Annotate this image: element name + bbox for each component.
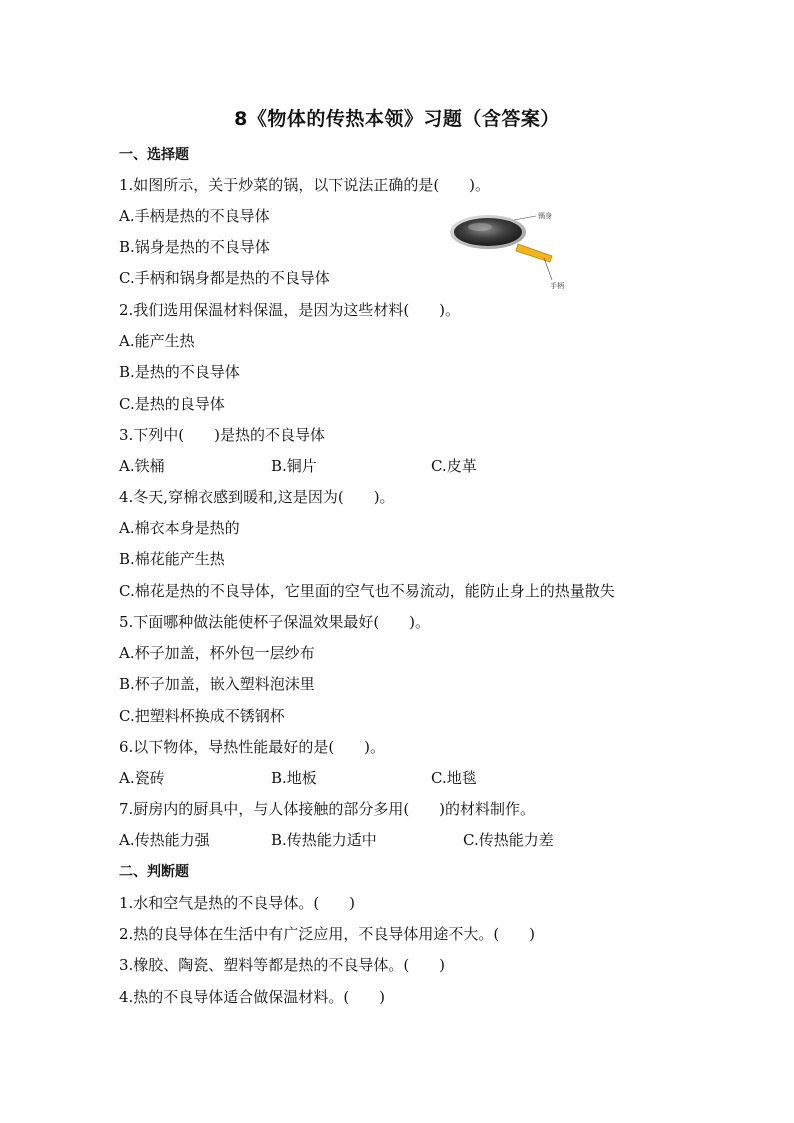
- question-1-option-b: B.锅身是热的不良导体: [119, 238, 270, 256]
- question-6-stem: 6.以下物体，导热性能最好的是( )。: [119, 738, 386, 756]
- question-7-option-a: A.传热能力强: [119, 831, 210, 849]
- judge-question-2: 2.热的良导体在生活中有广泛应用，不良导体用途不大。( ): [119, 925, 536, 943]
- question-3-option-a: A.铁桶: [119, 457, 165, 475]
- question-1-option-c: C.手柄和锅身都是热的不良导体: [119, 269, 330, 287]
- question-4-stem: 4.冬天,穿棉衣感到暖和,这是因为( )。: [119, 488, 395, 506]
- question-6-option-a: A.瓷砖: [119, 769, 165, 787]
- question-7-stem: 7.厨房内的厨具中，与人体接触的部分多用( )的材料制作。: [119, 800, 536, 818]
- question-3-stem: 3.下列中( )是热的不良导体: [119, 426, 326, 444]
- judge-question-4: 4.热的不良导体适合做保温材料。( ): [119, 988, 386, 1006]
- question-5-option-a: A.杯子加盖，杯外包一层纱布: [119, 644, 315, 662]
- question-2-stem: 2.我们选用保温材料保温，是因为这些材料( )。: [119, 301, 461, 319]
- question-7-option-b: B.传热能力适中: [271, 831, 377, 849]
- question-5-option-c: C.把塑料杯换成不锈钢杯: [119, 707, 285, 725]
- question-4-option-c: C.棉花是热的不良导体，它里面的空气也不易流动，能防止身上的热量散失: [119, 582, 615, 600]
- question-4-option-b: B.棉花能产生热: [119, 550, 225, 568]
- section-heading-choice: 一、选择题: [119, 147, 189, 163]
- wok-image: [448, 202, 578, 290]
- question-3-option-b: B.铜片: [271, 457, 317, 475]
- question-1-option-a: A.手柄是热的不良导体: [119, 207, 270, 225]
- question-5-option-b: B.杯子加盖，嵌入塑料泡沫里: [119, 675, 315, 693]
- question-2-option-c: C.是热的良导体: [119, 395, 225, 413]
- label-pan-handle: 手柄: [550, 282, 564, 290]
- question-6-option-c: C.地毯: [431, 769, 477, 787]
- question-6-option-b: B.地板: [271, 769, 317, 787]
- section-heading-judge: 二、判断题: [119, 864, 189, 880]
- question-7-option-c: C.传热能力差: [463, 831, 554, 849]
- judge-question-1: 1.水和空气是热的不良导体。( ): [119, 894, 356, 912]
- wok-figure: [448, 202, 578, 290]
- label-pan-body: 锅身: [538, 212, 552, 220]
- judge-question-3: 3.橡胶、陶瓷、塑料等都是热的不良导体。( ): [119, 956, 446, 974]
- question-4-option-a: A.棉衣本身是热的: [119, 519, 240, 537]
- question-3-option-c: C.皮革: [431, 457, 477, 475]
- pan-handle: [516, 244, 552, 262]
- pan-body: [454, 218, 522, 246]
- page-title: 8《物体的传热本领》习题（含答案）: [234, 108, 560, 130]
- question-1-stem: 1.如图所示，关于炒菜的锅，以下说法正确的是( )。: [119, 176, 491, 194]
- question-2-option-b: B.是热的不良导体: [119, 363, 240, 381]
- question-5-stem: 5.下面哪种做法能使杯子保温效果最好( )。: [119, 613, 431, 631]
- question-2-option-a: A.能产生热: [119, 332, 195, 350]
